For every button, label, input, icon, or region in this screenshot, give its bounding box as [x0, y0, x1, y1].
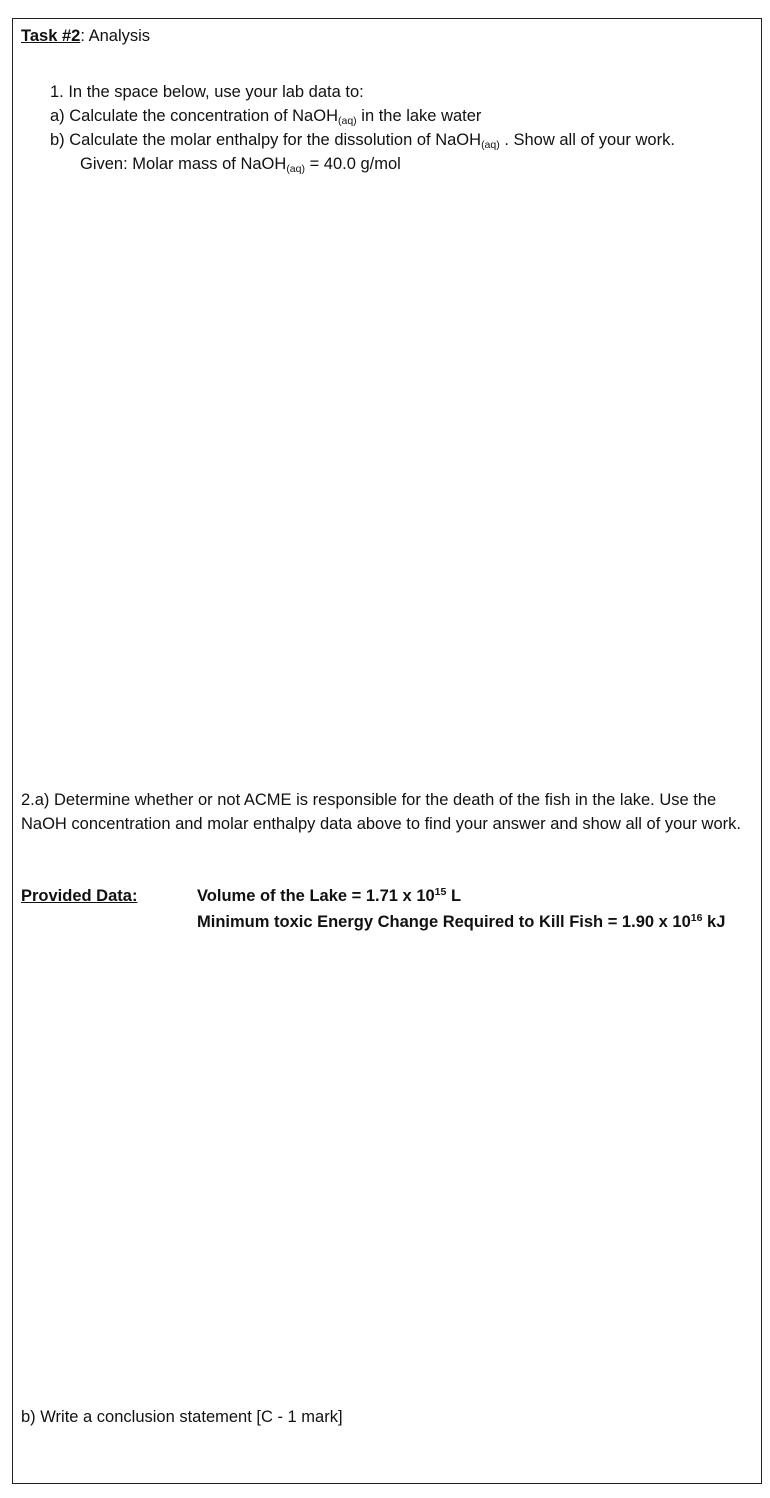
q1-b-subscript: (aq): [481, 139, 500, 151]
q1-a-text-end: in the lake water: [356, 107, 482, 125]
q1-intro: 1. In the space below, use your lab data to:: [50, 83, 364, 101]
q1-given-subscript: (aq): [286, 163, 305, 175]
task-heading: [21, 24, 150, 48]
toxic-energy: [197, 910, 725, 934]
q1-part-b: [50, 128, 675, 152]
q1-given-value: = 40.0 g/mol: [305, 155, 401, 173]
q2-part-a: 2.a) Determine whether or not ACME is responsible for the death of the fish in the lake. Use the NaOH concentration and molar enthalpy data above to find your answer and show all of your work.: [21, 791, 741, 833]
q1-b-text-end: . Show all of your work.: [499, 131, 675, 149]
q2-part-b: b) Write a conclusion statement [C - 1 mark]: [21, 1408, 343, 1426]
q1-a-text: a) Calculate the concentration of NaOH: [50, 107, 338, 125]
toxic-energy-text: Minimum toxic Energy Change Required to Kill Fish = 1.90 x 10: [197, 913, 691, 931]
q1-part-a: [50, 104, 481, 128]
lake-volume-text: Volume of the Lake = 1.71 x 10: [197, 887, 435, 905]
toxic-energy-exponent: 16: [690, 912, 703, 924]
q1-a-subscript: (aq): [338, 115, 357, 127]
task-title: : Analysis: [80, 27, 151, 45]
worksheet-border: [12, 18, 762, 1484]
q1-b-text: b) Calculate the molar enthalpy for the dissolution of NaOH: [50, 131, 482, 149]
toxic-energy-unit: kJ: [702, 913, 726, 931]
task-number: Task #2: [21, 27, 81, 45]
lake-volume: [197, 884, 461, 908]
provided-data-label: Provided Data:: [21, 887, 138, 905]
q1-given-text: Given: Molar mass of NaOH: [80, 155, 287, 173]
q1-given: [80, 152, 401, 176]
lake-volume-exponent: 15: [434, 886, 447, 898]
lake-volume-unit: L: [446, 887, 462, 905]
